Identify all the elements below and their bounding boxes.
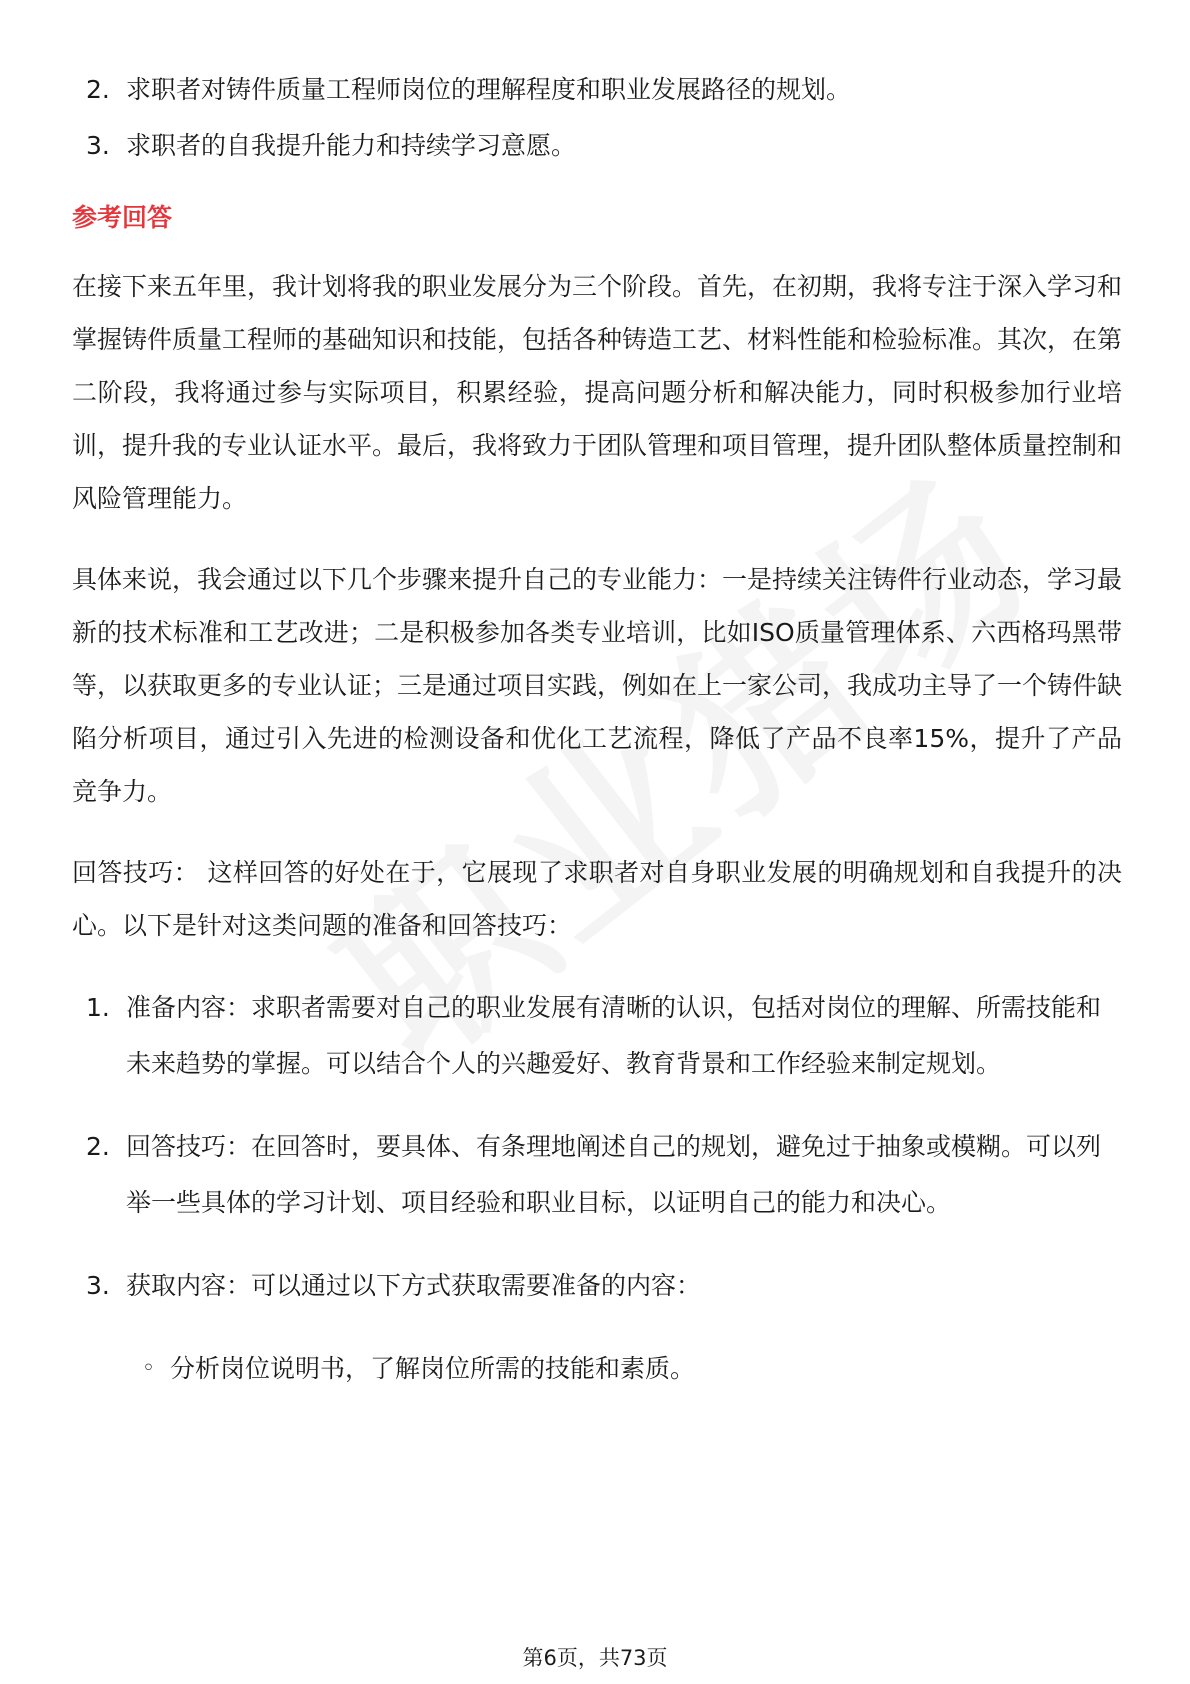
- list-item-text: 回答技巧：在回答时，要具体、有条理地阐述自己的规划，避免过于抽象或模糊。可以列举一些具体的学习计划、项目经验和职业目标，以证明自己的能力和决心。: [126, 1132, 1102, 1217]
- hollow-bullet-icon: ◦: [142, 1356, 155, 1381]
- list-item: [72, 1119, 1122, 1231]
- tips-intro-paragraph: 回答技巧： 这样回答的好处在于，它展现了求职者对自身职业发展的明确规划和自我提升的决心。以下是针对这类问题的准备和回答技巧：: [72, 858, 1122, 940]
- list-item-text: 求职者的自我提升能力和持续学习意愿。: [126, 131, 577, 160]
- numbered-list-tips: [72, 980, 1122, 1314]
- sub-bullet-item: [72, 1341, 1122, 1397]
- list-item-text: 获取内容：可以通过以下方式获取需要准备的内容：: [126, 1271, 702, 1300]
- list-number: 1.: [86, 993, 110, 1022]
- answer-paragraph: 在接下来五年里，我计划将我的职业发展分为三个阶段。首先，在初期，我将专注于深入学习和掌握铸件质量工程师的基础知识和技能，包括各种铸造工艺、材料性能和检验标准。其次，在第二阶段，我将通过参与实际项目，积累经验，提高问题分析和解决能力，同时积极参加行业培训，提升我的专业认证水平。最后，我将致力于团队管理和项目管理，提升团队整体质量控制和风险管理能力。: [72, 272, 1123, 513]
- list-number: 2.: [86, 1132, 110, 1161]
- answer-paragraph: 具体来说，我会通过以下几个步骤来提升自己的专业能力：一是持续关注铸件行业动态，学习最新的技术标准和工艺改进；二是积极参加各类专业培训，比如ISO质量管理体系、六西格玛黑带等，以获取更多的专业认证；三是通过项目实践，例如在上一家公司，我成功主导了一个铸件缺陷分析项目，通过引入先进的检测设备和优化工艺流程，降低了产品不良率15%，提升了产品竞争力。: [72, 565, 1123, 806]
- list-item: [72, 1258, 1122, 1314]
- section-title: 参考回答: [72, 203, 173, 232]
- list-number: 2.: [86, 75, 110, 104]
- list-item: [72, 118, 1122, 174]
- list-item-text: 准备内容：求职者需要对自己的职业发展有清晰的认识，包括对岗位的理解、所需技能和未来趋势的掌握。可以结合个人的兴趣爱好、教育背景和工作经验来制定规划。: [126, 993, 1102, 1078]
- list-number: 3.: [86, 131, 110, 160]
- numbered-list-top: [72, 62, 1122, 174]
- sub-bullet-text: 分析岗位说明书，了解岗位所需的技能和素质。: [170, 1354, 696, 1383]
- page-footer: 第6页，共73页: [522, 1646, 668, 1670]
- list-item: [72, 980, 1122, 1092]
- list-number: 3.: [86, 1271, 110, 1300]
- list-item-text: 求职者对铸件质量工程师岗位的理解程度和职业发展路径的规划。: [126, 75, 852, 104]
- list-item: [72, 62, 1122, 118]
- page-content: [72, 62, 1122, 1397]
